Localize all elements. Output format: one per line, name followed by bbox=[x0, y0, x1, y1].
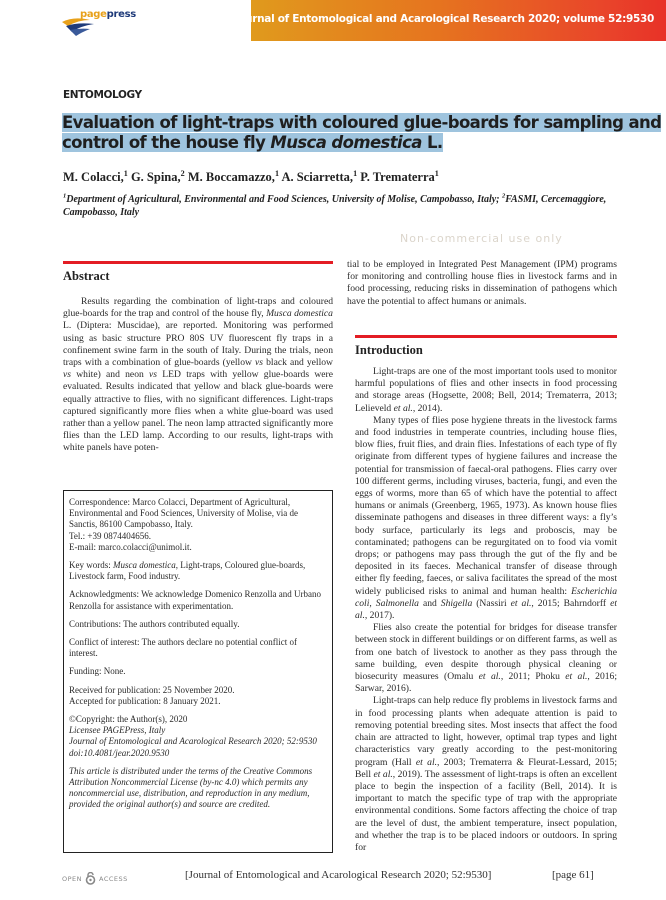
abstract-continued bbox=[347, 259, 617, 308]
intro-text: Light-traps can help reduce fly problems in livestock farms and in food processing plants when adequate attention is paid to removing potential breeding sites. Most insects that affect the food chain are attracted to light, however, optimal trap types and light characteristics vary greatly according to the pest-monitoring program (Hall bbox=[355, 695, 617, 768]
title-species: Musca domestica bbox=[270, 133, 422, 152]
open-access-right: ACCESS bbox=[99, 874, 128, 883]
correspondence: Correspondence: Marco Colacci, Department of Agricultural, Environmental and Food Sciences, University of Molise, via de Sanctis, 86100 Campobasso, Italy. bbox=[69, 497, 298, 530]
keywords: , Light-traps, Coloured glue-boards, Livestock farm, Food industry. bbox=[69, 560, 306, 582]
author-list bbox=[63, 170, 439, 185]
title-line-1: Evaluation of light-traps with coloured glue-boards for sampling and bbox=[62, 113, 662, 132]
et-al: et al. bbox=[415, 756, 438, 768]
intro-text: , 2015; Bahrndorff bbox=[531, 597, 611, 609]
intro-text: , 2017). bbox=[364, 610, 395, 622]
abstract-text: black and yellow bbox=[263, 357, 333, 369]
abstract-heading: Abstract bbox=[63, 269, 110, 283]
copyright: ©Copyright: the Author(s), 2020 bbox=[69, 714, 188, 725]
keywords-label: Key words: bbox=[69, 560, 113, 571]
email-link[interactable]: E-mail: marco.colacci@unimol.it. bbox=[69, 541, 192, 552]
abstract-text: white) and neon bbox=[71, 369, 150, 381]
article-title bbox=[62, 113, 662, 153]
vs-italic: vs bbox=[255, 357, 264, 369]
license-text: This article is distributed under the terms of the Creative Commons Attribution Noncommercial License (by-nc 4.0) which permits any noncommercial use, distribution, and reproduction in any medium, provided the original author(s) and source are credited. bbox=[69, 765, 313, 810]
doi-link[interactable]: doi:10.4081/jear.2020.9530 bbox=[69, 747, 170, 758]
article-info-box bbox=[63, 490, 333, 853]
intro-text: , 2003; Trematerra & Fleurat-Lessard, 2015; Bell bbox=[355, 756, 617, 780]
licensee: Licensee PAGEPress, Italy bbox=[69, 725, 166, 736]
species-name: Escherichia coli bbox=[355, 585, 617, 609]
intro-text: , 2019). The assessment of light-traps is often an excellent place to begin the inspection of a facility (Bell, 2014). It is important to match the specific type of trap with the appropriate environmental conditions. Some factors affecting the choice of trap are the level of dust, the ambient temperature, insect population, and whether the trap is to be placed indoors or outdoors. In spring for bbox=[355, 768, 617, 853]
vs-italic: vs bbox=[63, 369, 71, 381]
author-affiliation-mark: 1 bbox=[434, 168, 439, 178]
intro-text: Light-traps are one of the most important tools used to monitor harmful populations of flies and other insects in food processing and storage areas (Hogsette, 2008; Bell, 2014; Trematerra, 2013; Lelieveld bbox=[355, 366, 617, 414]
author: A. Sciarretta, bbox=[281, 170, 354, 184]
title-suffix: L. bbox=[421, 133, 443, 152]
intro-text: Flies also create the potential for bridges for disease transfer between stock in different buildings or on different farms, as well as from one batch of livestock to another as they pass through the same building, even despite thorough physical cleaning or biosecurity measures (Omalu bbox=[355, 622, 617, 683]
et-al: et al. bbox=[355, 597, 617, 622]
affiliation-mark: 1 bbox=[63, 192, 67, 200]
abstract-body bbox=[63, 296, 333, 455]
et-al: et al. bbox=[565, 671, 588, 683]
logo-text-page: page bbox=[80, 9, 107, 20]
journal-banner bbox=[234, 0, 666, 41]
page-number: [page 61] bbox=[552, 869, 594, 881]
abstract-text-continued: tial to be employed in Integrated Pest Management (IPM) programs for monitoring and controlling house flies in livestock farms and in food processing, reducing risks in dissemination of pathogens which have the potential to affect humans or animals. bbox=[347, 259, 617, 307]
affiliation-1: Department of Agricultural, Environmental and Food Sciences, University of Molise, Campobasso, Italy; bbox=[66, 194, 503, 205]
author-affiliation-mark: 1 bbox=[123, 168, 128, 178]
footer-citation: [Journal of Entomological and Acarological Research 2020; 52:9530] bbox=[185, 869, 492, 881]
author: G. Spina, bbox=[130, 170, 181, 184]
abstract-rule bbox=[63, 261, 333, 264]
accepted-date: Accepted for publication: 8 January 2021. bbox=[69, 695, 221, 706]
open-lock-icon bbox=[85, 872, 96, 885]
logo-text-press: press bbox=[106, 9, 136, 20]
affiliation-mark: 2 bbox=[502, 192, 506, 200]
intro-text: , 2016; Sarwar, 2016). bbox=[355, 671, 617, 695]
author-affiliation-mark: 1 bbox=[353, 168, 358, 178]
introduction-body bbox=[355, 366, 617, 858]
abstract-text: Results regarding the combination of light-traps and coloured glue-boards for the trap and control of the house fly, bbox=[63, 296, 333, 320]
keyword-species: Musca domestica bbox=[113, 560, 176, 571]
et-al: et al. bbox=[373, 768, 393, 780]
open-access-badge bbox=[62, 872, 128, 885]
intro-text: , bbox=[369, 597, 376, 609]
journal-banner-text: Journal of Entomological and Acarological Research 2020; volume 52:9530 bbox=[234, 13, 654, 25]
author: M. Colacci, bbox=[63, 170, 124, 184]
received-date: Received for publication: 25 November 2020. bbox=[69, 684, 235, 695]
et-al: et al. bbox=[510, 597, 532, 609]
abstract-text: L. (Diptera: Muscidae), are reported. Monitoring was performed using as basic structure PRO 80S UV fluorescent fly traps in a confinement swine farm in the south of Italy. During the trials, neon traps with a combination of glue-boards (yellow bbox=[63, 320, 333, 369]
introduction-rule bbox=[355, 335, 617, 338]
species-name: Salmonella bbox=[375, 597, 419, 609]
contributions: Contributions: The authors contributed equally. bbox=[69, 618, 240, 629]
author: P. Trematerra bbox=[360, 170, 435, 184]
author-affiliation-mark: 1 bbox=[274, 168, 279, 178]
introduction-heading: Introduction bbox=[355, 343, 423, 357]
funding: Funding: None. bbox=[69, 666, 126, 677]
affiliation-2: FASMI, Cercemaggiore, Campobasso, Italy bbox=[63, 194, 607, 218]
species-name: Musca domestica bbox=[266, 308, 333, 320]
intro-text: and bbox=[418, 597, 441, 609]
pagepress-logo bbox=[60, 8, 150, 36]
vs-italic: vs bbox=[149, 369, 158, 381]
abstract-text: LED traps with yellow glue-boards were evaluated. Results indicated that yellow and black glue-boards were equally attractive to flies, with no significant differences. Light-traps captured significantly more flies when a white glue-board was used rather than a yellow panel. The neon lamp attracted significantly more flies than the LED lamp. According to our results, light-traps with white panels have poten- bbox=[63, 369, 333, 454]
author-affiliation-mark: 2 bbox=[180, 168, 185, 178]
citation: Journal of Entomological and Acarological Research 2020; 52:9530 bbox=[69, 736, 317, 747]
section-label: ENTOMOLOGY bbox=[63, 89, 142, 101]
open-access-left: OPEN bbox=[62, 874, 83, 883]
intro-text: (Nassiri bbox=[472, 597, 511, 609]
et-al: et al. bbox=[393, 402, 413, 414]
conflict-of-interest: Conflict of interest: The authors declare no potential conflict of interest. bbox=[69, 637, 298, 659]
intro-text: , 2011; Phoku bbox=[500, 671, 566, 683]
telephone: Tel.: +39 0874404656. bbox=[69, 530, 151, 541]
intro-text: , 2014). bbox=[412, 402, 443, 414]
watermark: Non-commercial use only bbox=[400, 232, 563, 245]
species-name: Shigella bbox=[440, 597, 473, 609]
affiliations bbox=[63, 193, 613, 219]
intro-text: Many types of flies pose hygiene threats in the livestock farms and food industries in temperate countries, including house flies, blow flies, fruit flies, and drain flies. Infestations of each type of fly originate from different types of hygiene failures and increase the potential for transmission of faecal-oral pathogens. Flies carry over 100 different germs, including viruses, bacteria, fungi, and even the eggs of worms, more than 65 of which have the potential to affect humans or animals (Greenberg, 1965, 1973). As known house flies disseminate pathogens and diseases in three different ways: a fly’s body surface, particularly its legs and proboscis, may be contaminated; pathogens can be regurgitated on to food via vomit drops; or pathogens may pass through the gut of the fly and be deposited in its faeces. Mechanical transfer of disease through either fly feeding, faeces, or saliva facilitates the spread of the most widely publicised risks to animal and human health: bbox=[355, 414, 617, 597]
acknowledgments: Acknowledgments: We acknowledge Domenico Renzolla and Urbano Renzolla for assistance with experimentation. bbox=[69, 589, 322, 611]
title-line-2: control of the house fly bbox=[62, 133, 271, 152]
et-al: et al. bbox=[478, 671, 501, 683]
author: M. Boccamazzo, bbox=[187, 170, 275, 184]
